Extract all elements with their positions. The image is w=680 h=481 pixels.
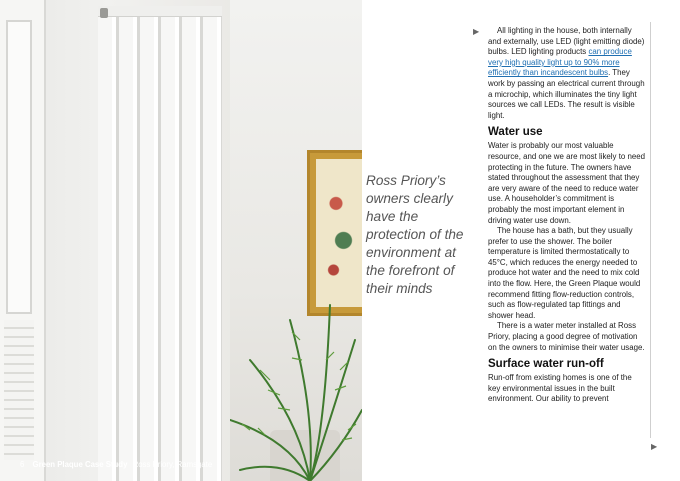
pull-quote: Ross Priory’s owners clearly have the protection of the environment at the forefront of their minds — [366, 173, 464, 296]
page-footer — [20, 460, 212, 469]
study-location: Ross Priory, Ramsgate — [132, 460, 213, 469]
page-number: 6 — [20, 460, 25, 469]
palm-plant — [230, 300, 362, 481]
lighting-text-before: All lighting in the house, both internally and externally, use LED (light emitting diode) bulbs. LED lighting products — [488, 26, 645, 57]
text-column — [488, 26, 646, 405]
water-use-heading: Water use — [488, 126, 543, 139]
photo-radiator — [98, 6, 222, 481]
surface-water-paragraph-1: Run-off from existing homes is one of the key environmental issues in the built environment. Our ability to prevent — [488, 373, 632, 404]
shutter-slats — [4, 320, 34, 460]
shutter-frame — [6, 20, 32, 314]
lighting-text-after: . They work by passing an electrical current through a microchip, which illuminates the tiny light sources we call LEDs. The result is visible light. — [488, 68, 645, 120]
study-title: Green Plaque Case Study — [32, 460, 128, 469]
surface-water-heading: Surface water run-off — [488, 358, 604, 371]
play-arrow-icon: ▶ — [651, 442, 658, 451]
painting-canvas — [316, 159, 362, 307]
column-rule — [650, 22, 651, 438]
framed-painting — [307, 150, 362, 316]
radiator-cap — [98, 6, 222, 17]
radiator-valve — [100, 8, 108, 18]
led-efficiency-link[interactable]: can produce very high quality light up to 90% more efficiently than incandescent bulbs — [488, 47, 632, 78]
lighting-paragraph — [488, 26, 646, 121]
water-use-paragraph-1: Water is probably our most valuable resource, and one we are most likely to need protecting in the future. The owners have stated throughout the assessment that they are very aware of the need to reduce water use. A householder’s commitment is probably the most important element in driving water use down. — [488, 141, 646, 225]
water-use-paragraph-2: The house has a bath, but they usually prefer to use the shower. The boiler temperature is limited thermostatically to 45°C, which reduces the energy needed to produce hot water and the need to mix cold into the flow. Here, the Green Plaque would recommend fitting flow-reduction controls, such as flow-regulated tap fittings and shower head. — [488, 226, 641, 320]
water-use-paragraph-3: There is a water meter installed at Ross Priory, placing a good degree of motivation on the owners to minimise their water usage. — [488, 321, 645, 352]
play-arrow-icon: ▶ — [473, 27, 480, 36]
photo-shutter — [0, 0, 46, 481]
